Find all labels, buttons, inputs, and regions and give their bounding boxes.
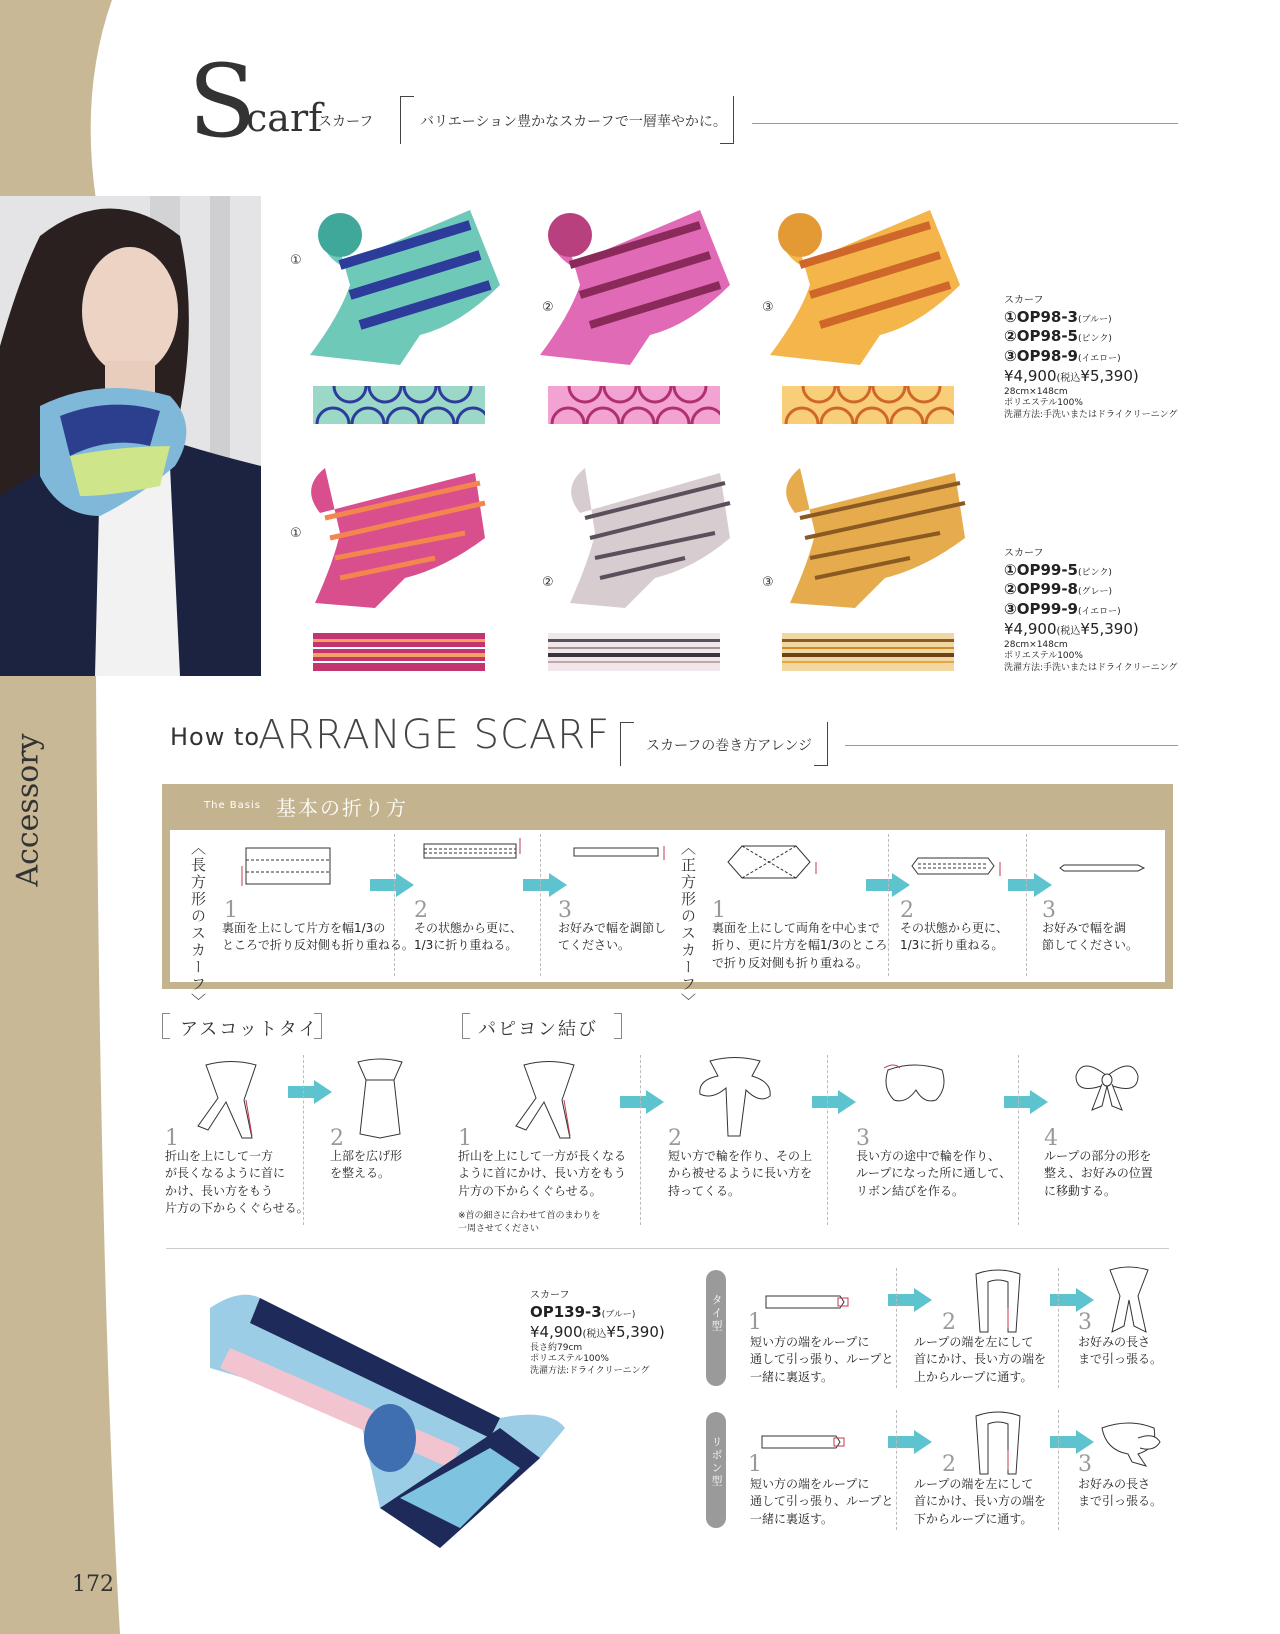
scarf-op98-3-image — [300, 205, 500, 370]
rect-step3-num: 3 — [558, 898, 572, 923]
ascot-step1-num: 1 — [165, 1126, 179, 1151]
basis-divider — [888, 834, 889, 976]
tie-step1-text: 短い方の端をループに 通して引っ張り、ループと 一緒に裏返す。 — [750, 1335, 894, 1384]
rect-scarf-label: 〈長方形のスカーフ〉 — [189, 840, 207, 1010]
papillon-bracket-left — [462, 1013, 470, 1039]
rect-step2-text: その状態から更に、 1/3に折り重ねる。 — [414, 921, 523, 953]
papillon-step4-num: 4 — [1044, 1126, 1058, 1151]
square-step3-text: お好みで幅を調 節してください。 — [1042, 921, 1139, 953]
papillon-divider — [640, 1055, 641, 1225]
scarf-op99-5-image — [295, 458, 490, 613]
tie-step1-num: 1 — [748, 1310, 762, 1335]
tie-step2-text: ループの端を左にして 首にかけ、長い方の端を 上からループに通す。 — [914, 1335, 1047, 1384]
square-step1-num: 1 — [712, 898, 726, 923]
ribbon-step1-num: 1 — [748, 1452, 762, 1477]
ribbon-arrow-1 — [888, 1430, 932, 1454]
marker-2: ② — [542, 300, 554, 315]
arrange-bracket-left — [620, 722, 634, 766]
arrange-howto: How to — [170, 723, 261, 751]
ribbon-step2-text: ループの端を左にして 首にかけ、長い方の端を 下からループに通す。 — [914, 1477, 1047, 1526]
header-rule — [752, 123, 1178, 124]
basis-arrow-4 — [1008, 873, 1052, 897]
ribbon-divider — [896, 1410, 897, 1530]
ribbon-step2-diagram — [968, 1410, 1028, 1478]
marker-2b: ② — [542, 575, 554, 590]
papillon-divider — [827, 1055, 828, 1225]
basis-arrow-1 — [370, 873, 414, 897]
papillon-step4-text: ループの部分の形を 整え、お好みの位置 に移動する。 — [1044, 1149, 1153, 1198]
square-step1-text: 裏面を上にして両角を中心まで 折り、更に片方を幅1/3のところ で折り反対側も折り重ねる。 — [712, 921, 888, 970]
papillon-step4-diagram — [1072, 1056, 1142, 1116]
papillon-title: パピヨン結び — [478, 1019, 598, 1040]
ascot-step1-diagram — [196, 1060, 266, 1140]
tie-step2-diagram — [968, 1268, 1028, 1336]
spec-op139: スカーフ OP139-3(ブルー) ¥4,900(税込¥5,390) 長さ約79cm ポリエステル100% 洗濯方法:ドライクリーニング — [530, 1290, 665, 1376]
marker-3: ③ — [762, 300, 774, 315]
papillon-step3-num: 3 — [856, 1126, 870, 1151]
square-step3-num: 3 — [1042, 898, 1056, 923]
marker-1b: ① — [290, 526, 302, 541]
side-section-label: Accessory — [10, 733, 46, 887]
scarf-op98-5-image — [530, 205, 730, 370]
ribbon-divider — [1058, 1410, 1059, 1530]
basis-divider — [1026, 834, 1027, 976]
rect-step1-text: 裏面を上にして片方を幅1/3の ところで折り反対側も折り重ねる。 — [222, 921, 414, 953]
rect-step1-diagram — [238, 842, 338, 892]
papillon-step1-num: 1 — [458, 1126, 472, 1151]
tie-divider — [896, 1268, 897, 1388]
basis-divider — [540, 834, 541, 976]
tie-step2-num: 2 — [942, 1310, 956, 1335]
arrange-rule — [845, 745, 1178, 746]
papillon-step3-diagram — [880, 1060, 950, 1110]
tie-step3-text: お好みの長さ まで引っ張る。 — [1078, 1335, 1163, 1367]
swatch-op98-9 — [782, 386, 954, 424]
header-jp: スカーフ — [318, 114, 374, 130]
bracket-right — [720, 96, 734, 144]
ribbon-step3-text: お好みの長さ まで引っ張る。 — [1078, 1477, 1163, 1509]
square-step1-diagram — [726, 840, 826, 884]
ascot-arrow — [288, 1080, 332, 1104]
basis-arrow-2 — [523, 873, 567, 897]
papillon-divider — [1018, 1055, 1019, 1225]
ascot-step2-diagram — [350, 1058, 410, 1140]
header-word: carf — [246, 96, 323, 140]
marker-3b: ③ — [762, 575, 774, 590]
papillon-step1-diagram — [514, 1060, 584, 1140]
rect-step2-num: 2 — [414, 898, 428, 923]
spec-op98: スカーフ ①OP98-3(ブルー) ②OP98-5(ピンク) ③OP98-9(イエロー) ¥4,900(税込¥5,390) 28cm×148cm ポリエステル100% 洗濯方法:手洗いまたはドライクリーニング — [1004, 295, 1178, 420]
page-number: 172 — [72, 1572, 114, 1597]
header-tagline: バリエーション豊かなスカーフで一層華やかに。 — [420, 114, 727, 130]
swatch-op99-9 — [782, 633, 954, 671]
ribbon-type-tab: リボン型 — [706, 1412, 726, 1528]
spec-op99: スカーフ ①OP99-5(ピンク) ②OP99-8(グレー) ③OP99-9(イエロー) ¥4,900(税込¥5,390) 28cm×148cm ポリエステル100% 洗濯方法:手洗いまたはドライクリーニング — [1004, 548, 1178, 673]
marker-1: ① — [290, 253, 302, 268]
ribbon-step1-text: 短い方の端をループに 通して引っ張り、ループと 一緒に裏返す。 — [750, 1477, 894, 1526]
tie-type-tab: タイ型 — [706, 1270, 726, 1386]
papillon-arrow-2 — [812, 1090, 856, 1114]
basis-title-en: The Basis — [204, 800, 261, 811]
square-step3-diagram — [1058, 860, 1148, 876]
swatch-op98-3 — [313, 386, 485, 424]
tie-arrow-1 — [888, 1288, 932, 1312]
rect-step3-diagram — [570, 842, 670, 862]
square-step2-diagram — [908, 852, 1008, 880]
tie-divider — [1058, 1268, 1059, 1388]
rect-step3-text: お好みで幅を調節し てください。 — [558, 921, 667, 953]
ascot-step2-text: 上部を広げ形 を整える。 — [330, 1149, 403, 1181]
tie-step3-diagram — [1104, 1266, 1154, 1336]
ascot-title: アスコットタイ — [180, 1019, 319, 1040]
ascot-step2-num: 2 — [330, 1126, 344, 1151]
model-photo — [0, 196, 261, 676]
basis-title-jp: 基本の折り方 — [276, 796, 408, 820]
scarf-op139-image — [200, 1278, 570, 1558]
ribbon-step2-num: 2 — [942, 1452, 956, 1477]
ribbon-step3-num: 3 — [1078, 1452, 1092, 1477]
swatch-op99-5 — [313, 633, 485, 671]
scarf-op99-9-image — [770, 458, 970, 613]
tie-step3-num: 3 — [1078, 1310, 1092, 1335]
square-step2-text: その状態から更に、 1/3に折り重ねる。 — [900, 921, 1009, 953]
papillon-step3-text: 長い方の途中で輪を作り、 ループになった所に通して、 リボン結びを作る。 — [856, 1149, 1012, 1198]
section-divider — [166, 1248, 1169, 1249]
papillon-step1-note: ※首の細さに合わせて首のまわりを 一周させてください — [458, 1211, 601, 1234]
square-scarf-label: 〈正方形のスカーフ〉 — [679, 840, 697, 1010]
tie-step1-diagram — [760, 1290, 860, 1314]
rect-step2-diagram — [416, 836, 526, 866]
ribbon-step1-diagram — [756, 1430, 856, 1454]
papillon-bracket-right — [614, 1013, 622, 1039]
papillon-step2-num: 2 — [668, 1126, 682, 1151]
square-step2-num: 2 — [900, 898, 914, 923]
rect-step1-num: 1 — [224, 898, 238, 923]
arrange-bracket-right — [814, 722, 828, 766]
ascot-bracket-left — [162, 1013, 170, 1039]
scarf-op98-9-image — [760, 205, 960, 370]
papillon-step1-text: 折山を上にして一方が長くなる ように首にかけ、長い方をもう 片方の下からくぐらせる。 — [458, 1149, 627, 1198]
swatch-op99-8 — [548, 633, 720, 671]
papillon-step2-diagram — [690, 1056, 780, 1140]
ribbon-step3-diagram — [1094, 1418, 1164, 1468]
papillon-arrow-3 — [1004, 1090, 1048, 1114]
papillon-step2-text: 短い方で輪を作り、その上 から被せるように長い方を 持ってくる。 — [668, 1149, 813, 1198]
tie-arrow-2 — [1050, 1288, 1094, 1312]
header-initial: S — [188, 43, 257, 160]
scarf-op99-8-image — [555, 458, 735, 613]
bracket-left — [400, 96, 414, 144]
papillon-arrow-1 — [620, 1090, 664, 1114]
arrange-title: ARRANGE SCARF — [258, 712, 611, 758]
ribbon-arrow-2 — [1050, 1430, 1094, 1454]
arrange-tag: スカーフの巻き方アレンジ — [646, 738, 813, 754]
ascot-step1-text: 折山を上にして一方 が長くなるように首に かけ、長い方をもう 片方の下からくぐらせる。 — [165, 1149, 309, 1216]
ascot-bracket-right — [314, 1013, 322, 1039]
swatch-op98-5 — [548, 386, 720, 424]
